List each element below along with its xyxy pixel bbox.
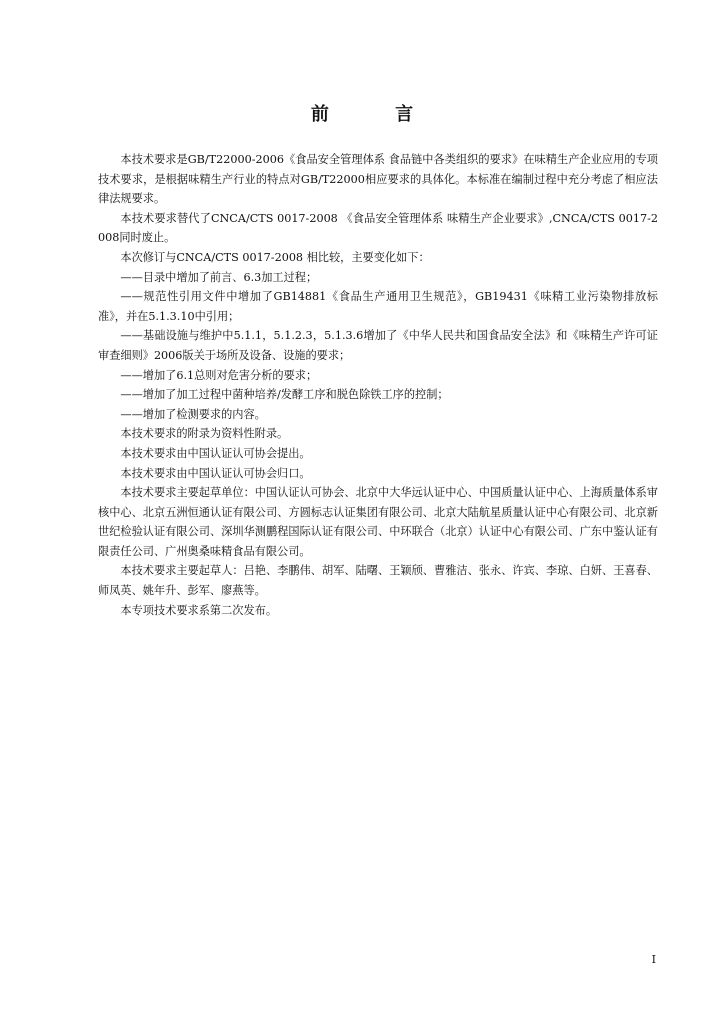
paragraph-replacement: 本技术要求替代了CNCA/CTS 0017-2008 《食品安全管理体系 味精生产企业要求》,CNCA/CTS 0017-2008同时废止。 [98, 211, 658, 245]
paragraph-scope: 本技术要求是GB/T22000-2006《食品安全管理体系 食品链中各类组织的要求》在味精生产企业应用的专项技术要求，是根据味精生产行业的特点对GB/T22000相应要求的具体化。本标准在编制过程中充分考虑了相应法律法规要求。 [98, 153, 658, 206]
paragraph-change-item: ——目录中增加了前言、6.3加工过程； [120, 270, 318, 284]
page-title: 前 言 [310, 104, 444, 125]
paragraph-change-item: ——增加了加工过程中菌种培养/发酵工序和脱色除铁工序的控制； [120, 388, 449, 402]
body-text [98, 150, 658, 620]
paragraph-release: 本专项技术要求系第二次发布。 [120, 603, 278, 617]
paragraph-change-item: ——规范性引用文件中增加了GB14881《食品生产通用卫生规范》，GB19431《味精工业污染物排放标准》，并在5.1.3.10中引用； [98, 290, 658, 323]
paragraph-change-item: ——增加了6.1总则对危害分析的要求； [120, 368, 318, 382]
paragraph-change-item: ——基础设施与维护中5.1.1，5.1.2.3，5.1.3.6增加了《中华人民共和国食品安全法》和《味精生产许可证审查细则》2006版关于场所及设备、设施的要求； [98, 329, 658, 362]
paragraph-centralized: 本技术要求由中国认证认可协会归口。 [120, 466, 311, 480]
paragraph-appendix: 本技术要求的附录为资料性附录。 [120, 427, 289, 441]
paragraph-change-item: ——增加了检测要求的内容。 [120, 407, 266, 421]
paragraph-proposer: 本技术要求由中国认证认可协会提出。 [120, 446, 311, 460]
page-number: I [651, 953, 656, 966]
paragraph-drafters: 本技术要求主要起草人：吕艳、李鹏伟、胡军、陆曙、王颖颀、曹雅洁、张永、许宾、李琼、白妍、王喜春、师凤英、姚年升、彭军、廖燕等。 [98, 564, 658, 598]
paragraph-changes-intro: 本次修订与CNCA/CTS 0017-2008 相比较，主要变化如下： [120, 250, 430, 264]
paragraph-drafting-units: 本技术要求主要起草单位：中国认证认可协会、北京中大华远认证中心、中国质量认证中心、上海质量体系审核中心、北京五洲恒通认证有限公司、方圆标志认证集团有限公司、北京大陆航星质量认证中心有限公司、北京新世纪检验认证有限公司、深圳华测鹏程国际认证有限公司、中环联合（北京）认证中心有限公司、广东中鉴认证有限责任公司、广州奥桑味精食品有限公司。 [98, 486, 658, 558]
